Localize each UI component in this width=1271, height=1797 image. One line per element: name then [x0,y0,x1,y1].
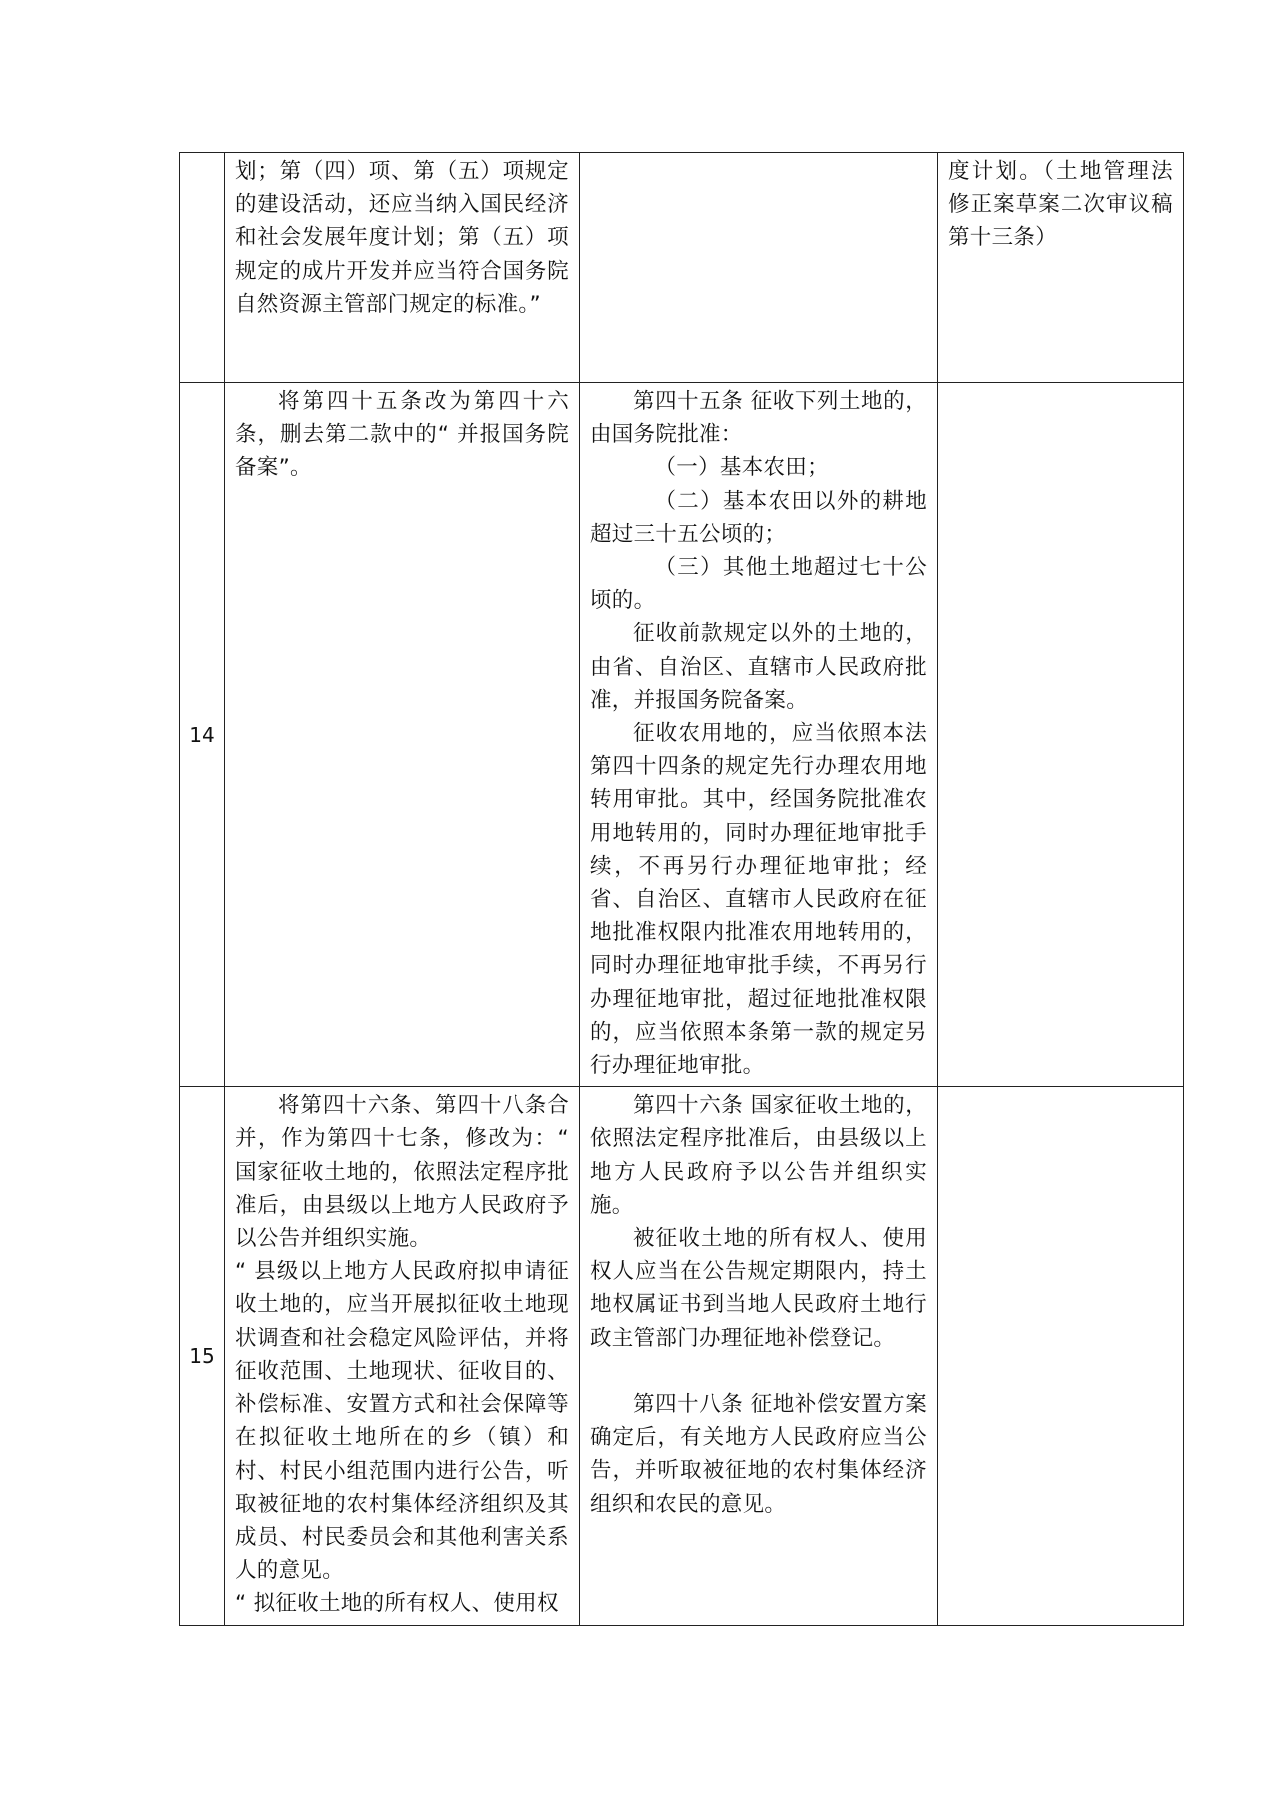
table-row [180,1087,1184,1625]
note-cell [938,383,1184,1087]
note-cell [938,153,1184,383]
paragraph: （二）基本农田以外的耕地超过三十五公顷的； [590,488,927,547]
original-cell [580,153,938,383]
amendment-comparison-table [179,152,1184,1626]
note-cell [938,1087,1184,1625]
table-row [180,383,1184,1087]
amendment-cell [225,1087,580,1625]
paragraph: “ 拟征收土地的所有权人、使用权 [235,1591,559,1617]
paragraph: （一）基本农田； [654,455,829,481]
paragraph: 度计划。（土地管理法修正案草案二次审议稿第十三条） [948,159,1173,251]
row-number: 15 [180,1087,225,1625]
row-number: 14 [180,383,225,1087]
paragraph: 将第四十六条、第四十八条合并，作为第四十七条，修改为：“ 国家征收土地的，依照法定程序批准后，由县级以上地方人民政府予以公告并组织实施。 [235,1093,569,1252]
paragraph: （三）其他土地超过七十公顷的。 [590,555,927,614]
paragraph: 第四十八条 征地补偿安置方案确定后，有关地方人民政府应当公告，并听取被征地的农村集体经济组织和农民的意见。 [590,1391,927,1517]
row-number [180,153,225,383]
amendment-cell [225,153,580,383]
paragraph: 征收农用地的，应当依照本法第四十四条的规定先行办理农用地转用审批。其中，经国务院批准农用地转用的，同时办理征地审批手续，不再另行办理征地审批；经省、自治区、直辖市人民政府在征地批准权限内批准农用地转用的，同时办理征地审批手续，不再另行办理征地审批，超过征地批准权限的，应当依照本条第一款的规定另行办理征地审批。 [590,721,927,1079]
table-row [180,153,1184,383]
paragraph: 征收前款规定以外的土地的，由省、自治区、直辖市人民政府批准，并报国务院备案。 [590,621,927,713]
spacer [590,1355,927,1388]
paragraph: “ 县级以上地方人民政府拟申请征收土地的，应当开展拟征收土地现状调查和社会稳定风险评估，并将征收范围、土地现状、征收目的、补偿标准、安置方式和社会保障等在拟征收土地所在的乡（镇）和村、村民小组范围内进行公告，听取被征地的农村集体经济组织及其成员、村民委员会和其他利害关系人的意见。 [235,1259,569,1584]
original-cell [580,1087,938,1625]
paragraph: 将第四十五条改为第四十六条，删去第二款中的“ 并报国务院备案”。 [235,389,569,481]
amendment-cell [225,383,580,1087]
original-cell [580,383,938,1087]
paragraph: 被征收土地的所有权人、使用权人应当在公告规定期限内，持土地权属证书到当地人民政府土地行政主管部门办理征地补偿登记。 [590,1226,927,1351]
paragraph: 第四十五条 征收下列土地的，由国务院批准： [590,389,927,448]
paragraph: 第四十六条 国家征收土地的，依照法定程序批准后，由县级以上地方人民政府予以公告并组织实施。 [590,1093,927,1218]
paragraph: 划；第（四）项、第（五）项规定的建设活动，还应当纳入国民经济和社会发展年度计划；第（五）项规定的成片开发并应当符合国务院自然资源主管部门规定的标准。” [235,159,569,317]
